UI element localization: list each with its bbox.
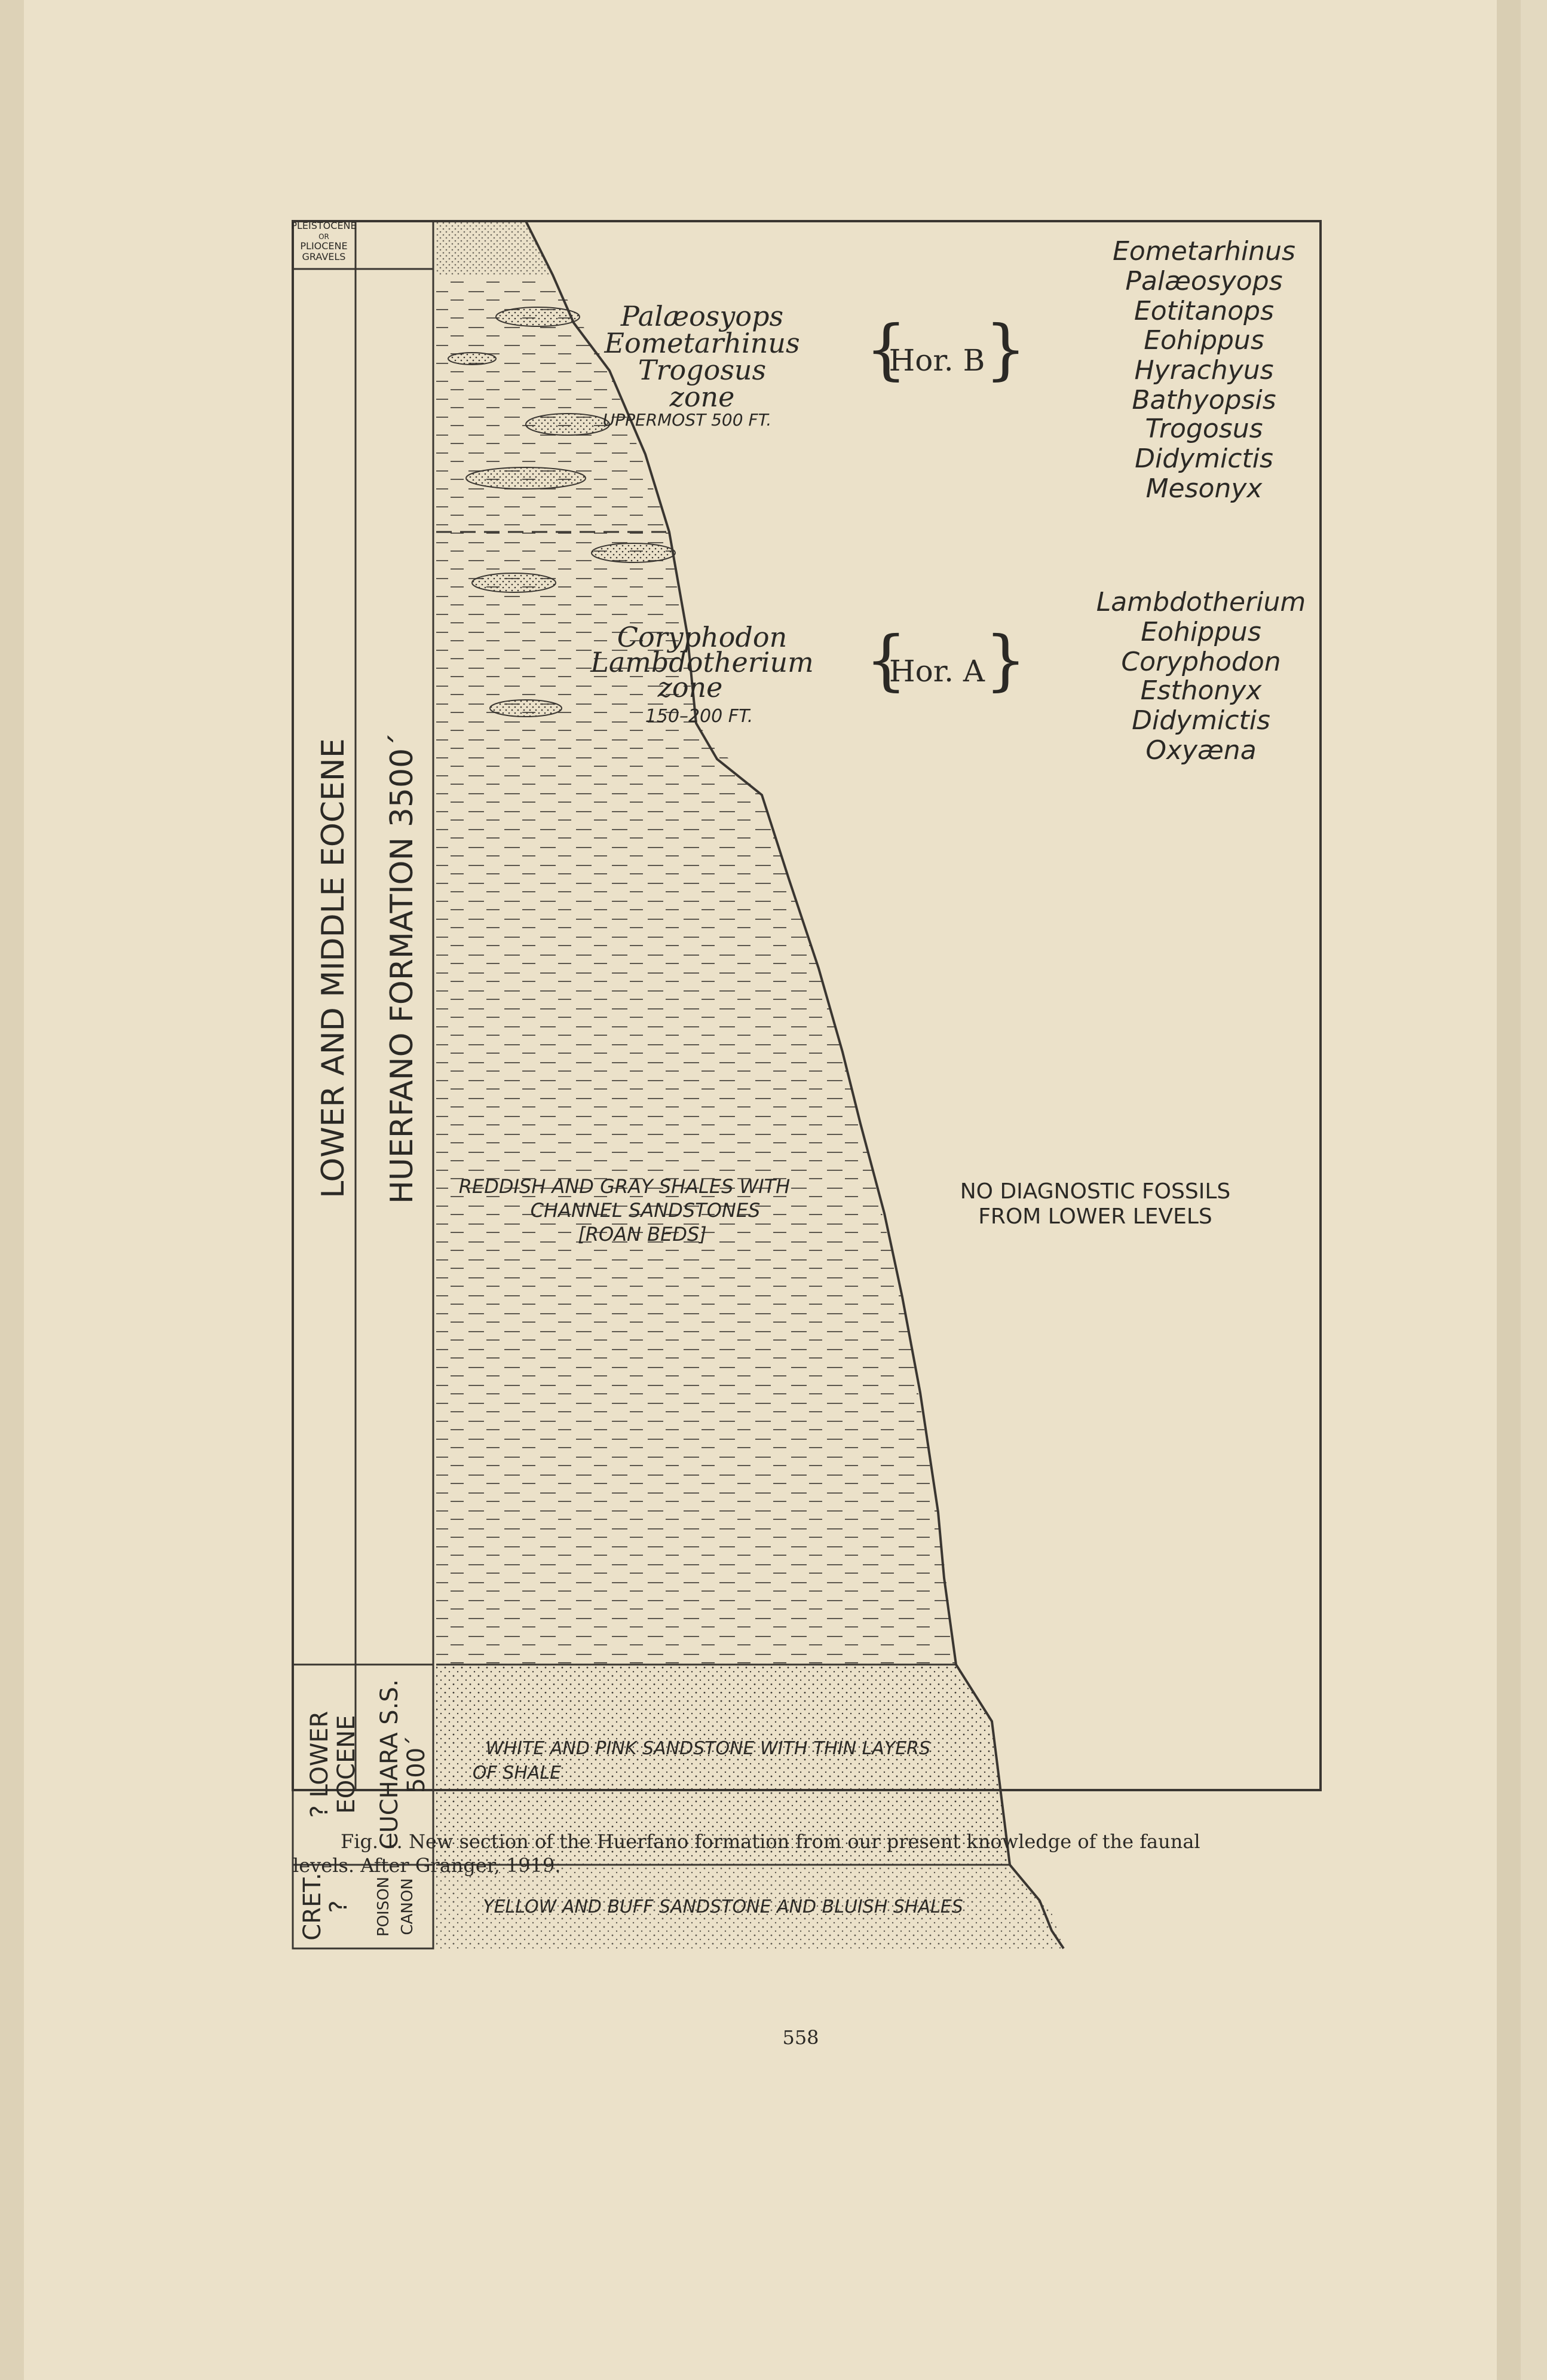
sandstone-lens [526,414,609,435]
top-label-line: GRAVELS [302,251,346,262]
series-low-label-2: ? [325,1900,353,1913]
upper-fauna-list [1113,236,1295,504]
next-page-strip [1521,0,1547,2380]
svg-text:WHITE AND PINK SANDSTONE WITH: WHITE AND PINK SANDSTONE WITH THIN LAYERS [485,1738,931,1759]
svg-text:Hyrachyus: Hyrachyus [1134,355,1274,386]
sandstone-lens [472,573,556,592]
top-label-line: PLEISTOCENE [291,220,357,231]
svg-text:{: { [865,311,907,387]
series-mid-label-2: EOCENE [333,1715,360,1814]
sandstone-lens [490,700,562,717]
horizon-a-label: Hor. A [889,654,985,689]
svg-text:Eohippus: Eohippus [1141,617,1261,647]
formation-low-label: POISON [375,1876,393,1937]
svg-text:Bathyopsis: Bathyopsis [1132,385,1276,415]
svg-text:Trogosus: Trogosus [1145,414,1263,444]
svg-text:}: } [985,622,1027,698]
svg-text:[ROAN BEDS]: [ROAN BEDS] [578,1223,707,1246]
svg-text:Eotitanops: Eotitanops [1134,296,1275,326]
svg-text:Coryphodon: Coryphodon [1121,647,1281,677]
horizon-b-label: Hor. B [889,343,985,378]
top-label-line: PLIOCENE [300,240,348,252]
svg-text:Eometarhinus: Eometarhinus [604,327,800,359]
svg-text:zone: zone [669,381,735,413]
svg-text:Mesonyx: Mesonyx [1145,473,1263,504]
no-fossils-note [960,1179,1231,1229]
page-number-label: 558 [782,2026,819,2049]
svg-text:{: { [865,622,907,698]
series-main-label: LOWER AND MIDDLE EOCENE [315,738,351,1198]
svg-text:Didymictis: Didymictis [1135,443,1273,474]
svg-text:Eohippus: Eohippus [1144,325,1264,356]
svg-text:Lambdotherium: Lambdotherium [1096,587,1306,617]
series-mid-label: ? LOWER [306,1711,333,1818]
svg-text:UPPERMOST 500 FT.: UPPERMOST 500 FT. [602,410,772,430]
svg-text:NO DIAGNOSTIC FOSSILS: NO DIAGNOSTIC FOSSILS [960,1179,1231,1204]
formation-low-label-2: CANON [399,1878,416,1935]
svg-text:Palæosyops: Palæosyops [1125,266,1283,296]
figure-caption-line-2: levels. After Granger, 1919. [293,1854,561,1877]
svg-text:Esthonyx: Esthonyx [1140,675,1262,706]
svg-text:Lambdotherium: Lambdotherium [590,646,814,678]
svg-text:CHANNEL SANDSTONES: CHANNEL SANDSTONES [530,1199,761,1222]
svg-text:}: } [985,311,1027,387]
formation-main-label: HUERFANO FORMATION 3500´ [384,732,420,1204]
svg-text:Eometarhinus: Eometarhinus [1113,236,1295,267]
formation-mid-label: CUCHARA S.S. [376,1679,403,1850]
sandstone-lens [496,307,580,326]
formation-mid-label-2: 500´ [403,1735,430,1794]
svg-text:OF SHALE: OF SHALE [472,1763,562,1784]
svg-text:Oxyæna: Oxyæna [1145,735,1257,766]
sandstone-lens [448,353,496,365]
svg-text:zone: zone [657,671,723,703]
left-margin-shadow [0,0,24,2380]
poison-bed-label: YELLOW AND BUFF SANDSTONE AND BLUISH SHALES [483,1896,963,1917]
svg-text:FROM LOWER LEVELS: FROM LOWER LEVELS [978,1204,1212,1229]
svg-text:Trogosus: Trogosus [638,354,767,386]
svg-text:150–200 FT.: 150–200 FT. [645,706,753,727]
paper-edge-shadow [1497,0,1521,2380]
sandstone-lens [592,543,675,562]
svg-text:Didymictis: Didymictis [1132,705,1270,736]
top-label-line: OR [318,233,329,241]
figure-caption-line-1: Fig. 1. New section of the Huerfano formation from our present knowledge of the faunal [341,1830,1200,1853]
series-low-label: CRET. [299,1873,326,1941]
svg-text:Coryphodon: Coryphodon [617,621,788,653]
svg-text:REDDISH AND GRAY SHALES WITH: REDDISH AND GRAY SHALES WITH [458,1175,791,1198]
svg-text:Palæosyops: Palæosyops [620,300,784,332]
sandstone-lens [466,467,586,489]
